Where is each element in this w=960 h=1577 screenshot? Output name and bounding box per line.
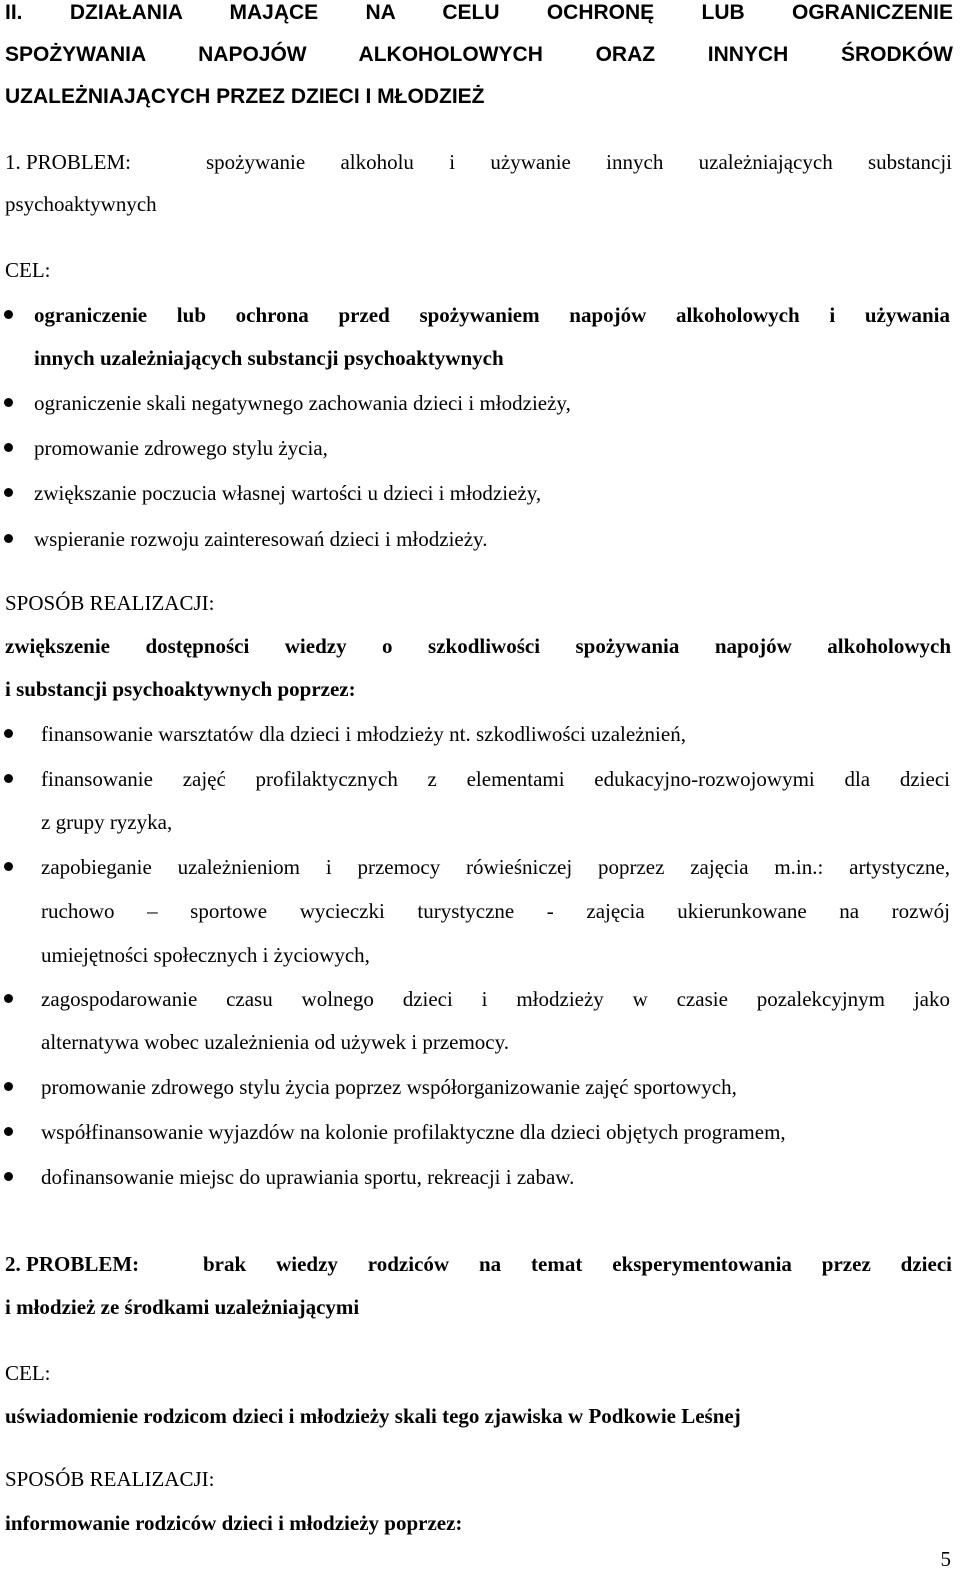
sposob-item-3-line-3: umiejętności społecznych i życiowych, [41, 943, 370, 967]
sposob-item-4-line-2: alternatywa wobec uzależnienia od używek i przemocy. [41, 1030, 509, 1054]
sposob-item-2-line-2: z grupy ryzyka, [41, 810, 173, 834]
cel-item-2: ograniczenie skali negatywnego zachowania dzieci i młodzieży, [34, 391, 571, 415]
problem-2-text: brak wiedzy rodziców na temat eksperymentowania przez dzieci [203, 1252, 952, 1276]
cel-item-5: wspieranie rozwoju zainteresowań dzieci i młodzieży. [34, 527, 488, 551]
problem-2-sposob-text: informowanie rodziców dzieci i młodzieży poprzez: [5, 1511, 463, 1535]
problem-2-cel-text: uświadomienie rodzicom dzieci i młodzieży skali tego zjawiska w Podkowie Leśnej [5, 1404, 741, 1428]
problem-2-label: 2. PROBLEM: [5, 1252, 140, 1276]
sposob-item-1-line-1: finansowanie warsztatów dla dzieci i młodzieży nt. szkodliwości uzależnień, [41, 722, 686, 746]
sposob-intro-line-2: i substancji psychoaktywnych poprzez: [5, 677, 356, 701]
bullet-icon [4, 729, 13, 738]
heading-line-1: II. DZIAŁANIA MAJĄCE NA CELU OCHRONĘ LUB OGRANICZENIE [5, 1, 953, 24]
cel-item-3: promowanie zdrowego stylu życia, [34, 436, 328, 460]
problem-1-cel-label: CEL: [5, 258, 51, 282]
page-number: 5 [940, 1547, 951, 1571]
problem-2-cel-label: CEL: [5, 1361, 51, 1385]
bullet-icon [4, 534, 13, 543]
sposob-item-7: dofinansowanie miejsc do uprawiania sportu, rekreacji i zabaw. [41, 1165, 575, 1189]
problem-1-sposob-label: SPOSÓB REALIZACJI: [5, 591, 215, 615]
bullet-icon [4, 488, 13, 497]
problem-2-sposob-label: SPOSÓB REALIZACJI: [5, 1467, 215, 1491]
bullet-icon [4, 1172, 13, 1181]
problem-1-text: spożywanie alkoholu i używanie innych uzależniających substancji [206, 150, 952, 174]
bullet-icon [4, 862, 13, 871]
sposob-item-3-line-1: zapobieganie uzależnieniom i przemocy rówieśniczej poprzez zajęcia m.in.: artystyczne, [41, 855, 950, 879]
cel-item-1-line-2: innych uzależniających substancji psychoaktywnych [34, 346, 504, 370]
section-heading [5, 0, 953, 118]
bullet-icon [4, 398, 13, 407]
heading-line-2: SPOŻYWANIA NAPOJÓW ALKOHOLOWYCH ORAZ INNYCH ŚRODKÓW [5, 43, 953, 66]
cel-item-1-line-1: ograniczenie lub ochrona przed spożywaniem napojów alkoholowych i używania [34, 303, 950, 327]
sposob-item-2-line-1: finansowanie zajęć profilaktycznych z elementami edukacyjno-rozwojowymi dla dzieci [41, 767, 950, 791]
problem-2-text-cont: i młodzież ze środkami uzależniającymi [5, 1295, 360, 1319]
problem-1-text-cont: psychoaktywnych [5, 192, 157, 216]
bullet-icon [4, 774, 13, 783]
sposob-item-6: współfinansowanie wyjazdów na kolonie profilaktyczne dla dzieci objętych programem, [41, 1120, 786, 1144]
sposob-item-5: promowanie zdrowego stylu życia poprzez współorganizowanie zajęć sportowych, [41, 1075, 737, 1099]
problem-1-label: 1. PROBLEM: [5, 150, 132, 174]
bullet-icon [4, 443, 13, 452]
heading-line-3: UZALEŻNIAJĄCYCH PRZEZ DZIECI I MŁODZIEŻ [5, 85, 485, 108]
bullet-icon [4, 310, 13, 319]
sposob-intro-line-1: zwiększenie dostępności wiedzy o szkodliwości spożywania napojów alkoholowych [5, 634, 951, 658]
bullet-icon [4, 1082, 13, 1091]
sposob-item-4-line-1: zagospodarowanie czasu wolnego dzieci i młodzieży w czasie pozalekcyjnym jako [41, 987, 950, 1011]
bullet-icon [4, 994, 13, 1003]
sposob-item-3-line-2: ruchowo – sportowe wycieczki turystyczne - zajęcia ukierunkowane na rozwój [41, 899, 950, 923]
bullet-icon [4, 1127, 13, 1136]
cel-item-4: zwiększanie poczucia własnej wartości u dzieci i młodzieży, [34, 481, 542, 505]
sposob-intro-row [5, 633, 951, 659]
